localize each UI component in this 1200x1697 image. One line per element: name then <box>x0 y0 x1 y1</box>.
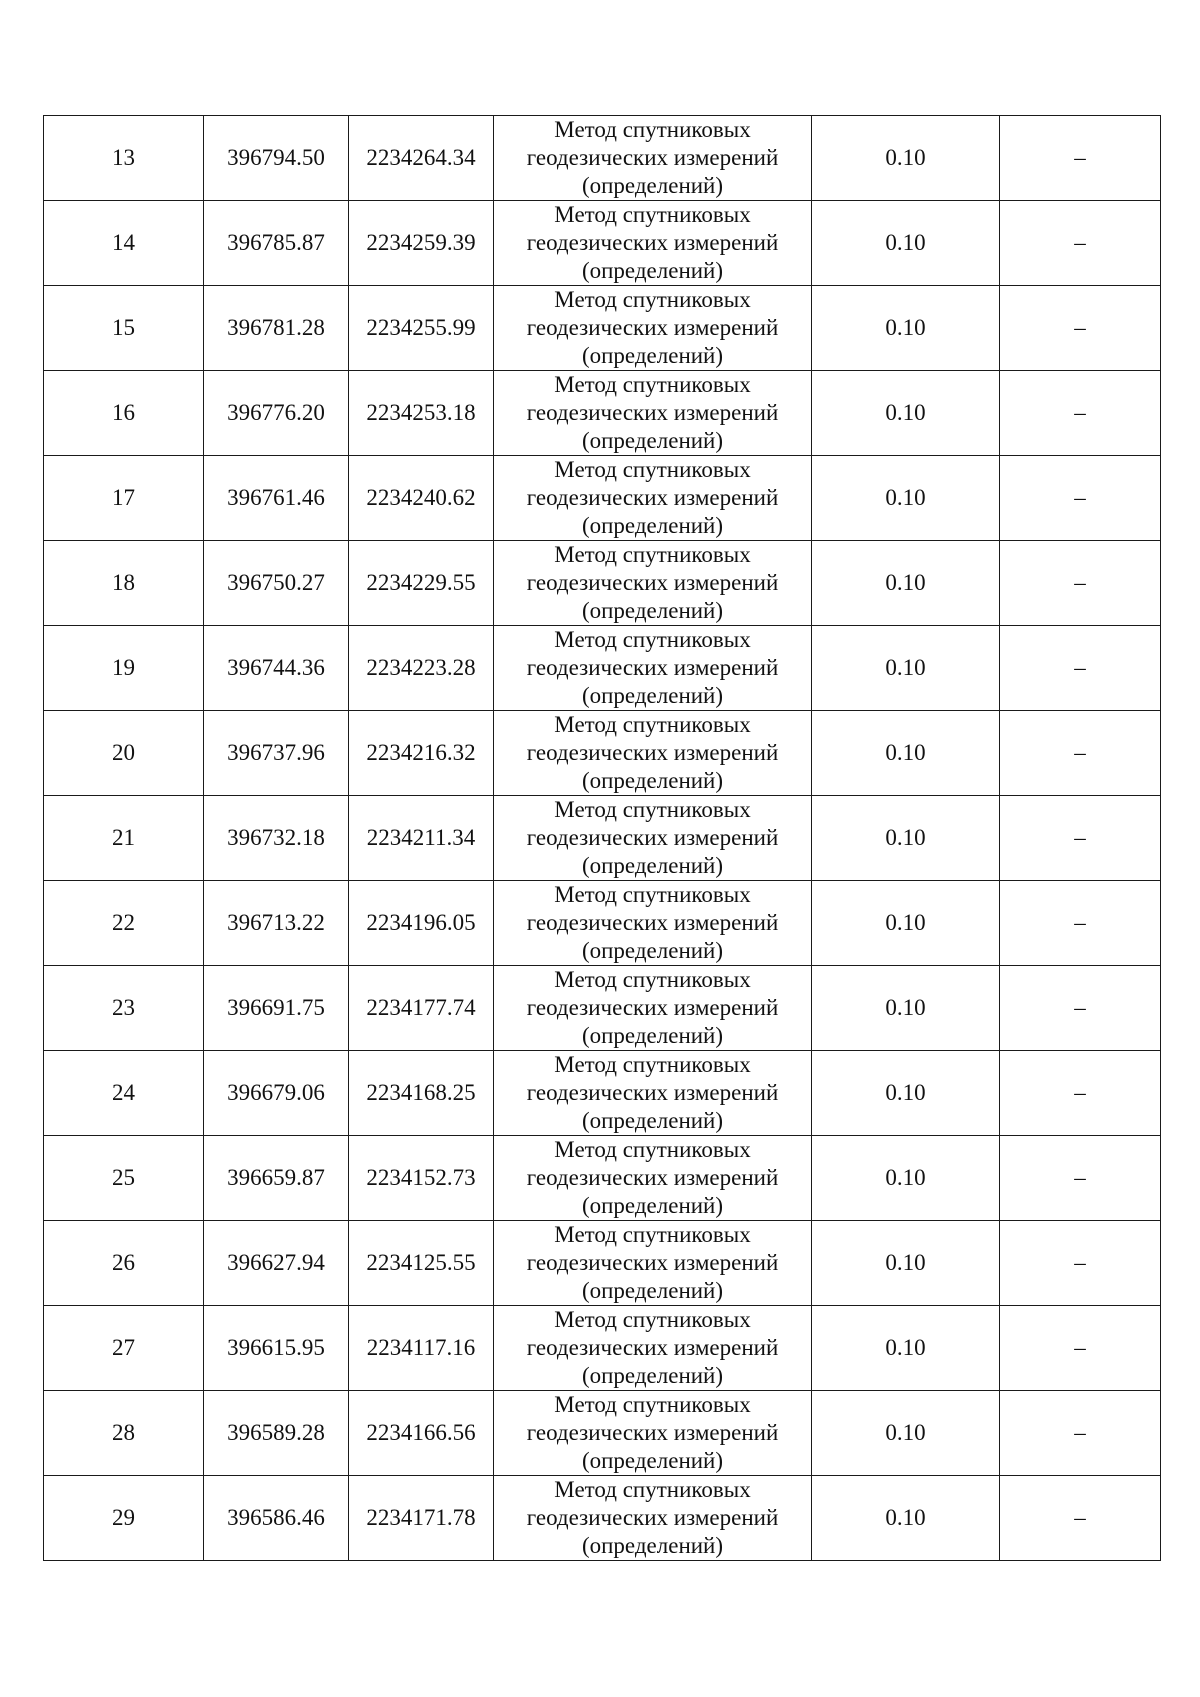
method-cell <box>494 1306 812 1391</box>
y-coordinate-cell: 2234117.16 <box>349 1306 494 1391</box>
point-number-cell: 23 <box>44 966 204 1051</box>
y-coordinate-cell: 2234264.34 <box>349 116 494 201</box>
method-line: Метод спутниковых <box>554 457 751 482</box>
method-cell <box>494 201 812 286</box>
method-cell <box>494 1476 812 1561</box>
method-line: Метод спутниковых <box>554 1477 751 1502</box>
table-row <box>44 1306 1161 1391</box>
point-number-cell: 26 <box>44 1221 204 1306</box>
method-cell <box>494 966 812 1051</box>
accuracy-cell: 0.10 <box>812 1051 1000 1136</box>
note-cell: – <box>1000 1221 1161 1306</box>
method-line: геодезических измерений <box>526 570 779 595</box>
method-cell <box>494 371 812 456</box>
method-line: (определений) <box>581 1278 724 1303</box>
table-row <box>44 1136 1161 1221</box>
x-coordinate-cell: 396589.28 <box>204 1391 349 1476</box>
method-cell <box>494 1051 812 1136</box>
method-line: (определений) <box>581 513 724 538</box>
method-line: Метод спутниковых <box>554 1137 751 1162</box>
method-line: (определений) <box>581 1108 724 1133</box>
method-line: геодезических измерений <box>526 1165 779 1190</box>
method-line: геодезических измерений <box>526 1335 779 1360</box>
method-line: Метод спутниковых <box>554 1307 751 1332</box>
method-cell <box>494 456 812 541</box>
method-cell <box>494 286 812 371</box>
method-line: (определений) <box>581 1023 724 1048</box>
point-number-cell: 16 <box>44 371 204 456</box>
note-cell: – <box>1000 201 1161 286</box>
method-line: геодезических измерений <box>526 825 779 850</box>
point-number-cell: 21 <box>44 796 204 881</box>
method-line: (определений) <box>581 683 724 708</box>
accuracy-cell: 0.10 <box>812 1221 1000 1306</box>
method-line: Метод спутниковых <box>554 287 751 312</box>
note-cell: – <box>1000 116 1161 201</box>
note-cell: – <box>1000 711 1161 796</box>
x-coordinate-cell: 396750.27 <box>204 541 349 626</box>
table-row <box>44 116 1161 201</box>
y-coordinate-cell: 2234211.34 <box>349 796 494 881</box>
x-coordinate-cell: 396781.28 <box>204 286 349 371</box>
table-row <box>44 201 1161 286</box>
point-number-cell: 18 <box>44 541 204 626</box>
y-coordinate-cell: 2234216.32 <box>349 711 494 796</box>
note-cell: – <box>1000 796 1161 881</box>
y-coordinate-cell: 2234259.39 <box>349 201 494 286</box>
accuracy-cell: 0.10 <box>812 541 1000 626</box>
method-line: геодезических измерений <box>526 145 779 170</box>
note-cell: – <box>1000 966 1161 1051</box>
x-coordinate-cell: 396615.95 <box>204 1306 349 1391</box>
method-cell <box>494 116 812 201</box>
table-row <box>44 1476 1161 1561</box>
point-number-cell: 22 <box>44 881 204 966</box>
x-coordinate-cell: 396732.18 <box>204 796 349 881</box>
table-row <box>44 1391 1161 1476</box>
method-line: (определений) <box>581 938 724 963</box>
method-cell <box>494 881 812 966</box>
accuracy-cell: 0.10 <box>812 1391 1000 1476</box>
point-number-cell: 13 <box>44 116 204 201</box>
point-number-cell: 15 <box>44 286 204 371</box>
table-row <box>44 456 1161 541</box>
method-cell <box>494 626 812 711</box>
note-cell: – <box>1000 541 1161 626</box>
y-coordinate-cell: 2234253.18 <box>349 371 494 456</box>
accuracy-cell: 0.10 <box>812 371 1000 456</box>
method-cell <box>494 711 812 796</box>
y-coordinate-cell: 2234125.55 <box>349 1221 494 1306</box>
table-row <box>44 796 1161 881</box>
y-coordinate-cell: 2234168.25 <box>349 1051 494 1136</box>
point-number-cell: 19 <box>44 626 204 711</box>
table-row <box>44 1051 1161 1136</box>
note-cell: – <box>1000 1136 1161 1221</box>
x-coordinate-cell: 396713.22 <box>204 881 349 966</box>
accuracy-cell: 0.10 <box>812 456 1000 541</box>
accuracy-cell: 0.10 <box>812 1136 1000 1221</box>
method-line: Метод спутниковых <box>554 202 751 227</box>
point-number-cell: 14 <box>44 201 204 286</box>
table-row <box>44 711 1161 796</box>
method-line: геодезических измерений <box>526 910 779 935</box>
x-coordinate-cell: 396659.87 <box>204 1136 349 1221</box>
x-coordinate-cell: 396679.06 <box>204 1051 349 1136</box>
y-coordinate-cell: 2234166.56 <box>349 1391 494 1476</box>
method-line: (определений) <box>581 258 724 283</box>
method-line: геодезических измерений <box>526 655 779 680</box>
method-line: геодезических измерений <box>526 400 779 425</box>
table-row <box>44 371 1161 456</box>
x-coordinate-cell: 396586.46 <box>204 1476 349 1561</box>
table-row <box>44 966 1161 1051</box>
x-coordinate-cell: 396627.94 <box>204 1221 349 1306</box>
point-number-cell: 25 <box>44 1136 204 1221</box>
note-cell: – <box>1000 286 1161 371</box>
method-line: (определений) <box>581 598 724 623</box>
accuracy-cell: 0.10 <box>812 711 1000 796</box>
x-coordinate-cell: 396794.50 <box>204 116 349 201</box>
coordinates-table-body <box>44 116 1161 1561</box>
method-line: (определений) <box>581 428 724 453</box>
method-line: геодезических измерений <box>526 230 779 255</box>
x-coordinate-cell: 396691.75 <box>204 966 349 1051</box>
accuracy-cell: 0.10 <box>812 626 1000 711</box>
y-coordinate-cell: 2234229.55 <box>349 541 494 626</box>
method-line: Метод спутниковых <box>554 712 751 737</box>
y-coordinate-cell: 2234171.78 <box>349 1476 494 1561</box>
method-line: Метод спутниковых <box>554 542 751 567</box>
method-cell <box>494 1391 812 1476</box>
accuracy-cell: 0.10 <box>812 1476 1000 1561</box>
accuracy-cell: 0.10 <box>812 796 1000 881</box>
accuracy-cell: 0.10 <box>812 286 1000 371</box>
method-line: геодезических измерений <box>526 315 779 340</box>
accuracy-cell: 0.10 <box>812 201 1000 286</box>
method-line: геодезических измерений <box>526 1505 779 1530</box>
method-line: геодезических измерений <box>526 1250 779 1275</box>
table-row <box>44 881 1161 966</box>
table-row <box>44 626 1161 711</box>
method-line: (определений) <box>581 853 724 878</box>
y-coordinate-cell: 2234223.28 <box>349 626 494 711</box>
method-cell <box>494 796 812 881</box>
method-line: геодезических измерений <box>526 740 779 765</box>
method-line: (определений) <box>581 1448 724 1473</box>
point-number-cell: 20 <box>44 711 204 796</box>
table-row <box>44 286 1161 371</box>
method-line: (определений) <box>581 1363 724 1388</box>
method-cell <box>494 1136 812 1221</box>
method-line: Метод спутниковых <box>554 1392 751 1417</box>
method-cell <box>494 541 812 626</box>
note-cell: – <box>1000 1051 1161 1136</box>
point-number-cell: 24 <box>44 1051 204 1136</box>
method-line: геодезических измерений <box>526 995 779 1020</box>
x-coordinate-cell: 396737.96 <box>204 711 349 796</box>
y-coordinate-cell: 2234255.99 <box>349 286 494 371</box>
method-line: (определений) <box>581 343 724 368</box>
point-number-cell: 28 <box>44 1391 204 1476</box>
method-line: геодезических измерений <box>526 1080 779 1105</box>
method-cell <box>494 1221 812 1306</box>
note-cell: – <box>1000 1306 1161 1391</box>
method-line: Метод спутниковых <box>554 627 751 652</box>
method-line: Метод спутниковых <box>554 967 751 992</box>
method-line: (определений) <box>581 1533 724 1558</box>
method-line: (определений) <box>581 1193 724 1218</box>
note-cell: – <box>1000 1391 1161 1476</box>
table-row <box>44 1221 1161 1306</box>
accuracy-cell: 0.10 <box>812 881 1000 966</box>
method-line: (определений) <box>581 768 724 793</box>
method-line: Метод спутниковых <box>554 882 751 907</box>
x-coordinate-cell: 396776.20 <box>204 371 349 456</box>
point-number-cell: 27 <box>44 1306 204 1391</box>
x-coordinate-cell: 396785.87 <box>204 201 349 286</box>
point-number-cell: 29 <box>44 1476 204 1561</box>
x-coordinate-cell: 396761.46 <box>204 456 349 541</box>
y-coordinate-cell: 2234177.74 <box>349 966 494 1051</box>
point-number-cell: 17 <box>44 456 204 541</box>
table-row <box>44 541 1161 626</box>
accuracy-cell: 0.10 <box>812 966 1000 1051</box>
method-line: (определений) <box>581 173 724 198</box>
coordinates-table <box>43 115 1161 1561</box>
accuracy-cell: 0.10 <box>812 1306 1000 1391</box>
note-cell: – <box>1000 371 1161 456</box>
method-line: Метод спутниковых <box>554 797 751 822</box>
y-coordinate-cell: 2234196.05 <box>349 881 494 966</box>
method-line: Метод спутниковых <box>554 1052 751 1077</box>
accuracy-cell: 0.10 <box>812 116 1000 201</box>
x-coordinate-cell: 396744.36 <box>204 626 349 711</box>
method-line: Метод спутниковых <box>554 117 751 142</box>
note-cell: – <box>1000 1476 1161 1561</box>
note-cell: – <box>1000 626 1161 711</box>
note-cell: – <box>1000 881 1161 966</box>
y-coordinate-cell: 2234152.73 <box>349 1136 494 1221</box>
method-line: Метод спутниковых <box>554 372 751 397</box>
method-line: геодезических измерений <box>526 1420 779 1445</box>
y-coordinate-cell: 2234240.62 <box>349 456 494 541</box>
note-cell: – <box>1000 456 1161 541</box>
method-line: Метод спутниковых <box>554 1222 751 1247</box>
method-line: геодезических измерений <box>526 485 779 510</box>
